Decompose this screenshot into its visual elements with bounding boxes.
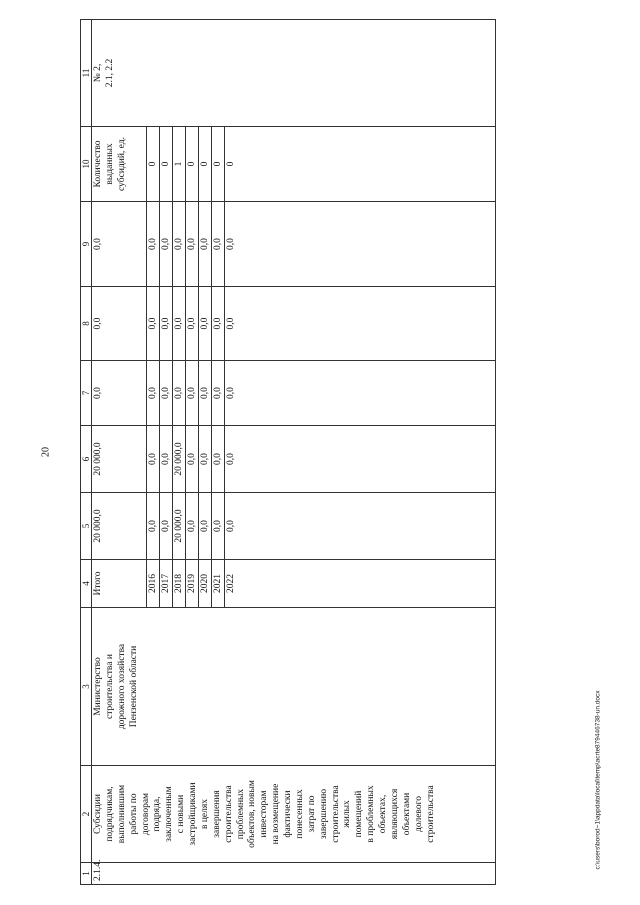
desc-line: Субсидии <box>93 794 103 834</box>
indicator-line: Количество <box>93 140 103 188</box>
year-c10: 0 <box>199 127 212 202</box>
col-num: 3 <box>81 608 92 766</box>
col-num: 7 <box>81 361 92 426</box>
year-c5: 20 000,0 <box>173 493 186 560</box>
desc-line: с новыми <box>176 794 187 834</box>
year-c6: 0,0 <box>199 426 212 493</box>
year-c7: 0,0 <box>199 361 212 426</box>
desc-line: завершению <box>318 788 329 840</box>
year-c6: 0,0 <box>147 426 160 493</box>
executor-line: Министерство <box>93 657 103 716</box>
year-c9: 0,0 <box>160 202 173 287</box>
year-c10: 0 <box>186 127 199 202</box>
col-num: 11 <box>81 20 92 127</box>
desc-line: завершения <box>211 790 222 838</box>
desc-line: объектах, <box>378 794 388 834</box>
desc-line: жилых <box>342 800 353 828</box>
desc-line: в целях <box>199 798 210 830</box>
year-c7: 0,0 <box>225 361 496 426</box>
year-c8: 0,0 <box>186 287 199 361</box>
desc-line: инвесторам <box>259 790 270 838</box>
desc-line: строительства <box>425 785 436 843</box>
col-num: 10 <box>81 127 92 202</box>
indicator-name <box>92 127 147 202</box>
link-cell <box>92 20 496 127</box>
desc-line: строительства <box>330 785 341 843</box>
col-num: 9 <box>81 202 92 287</box>
desc-line: объектами <box>401 792 412 836</box>
year-c5: 0,0 <box>225 493 496 560</box>
col-num: 1 <box>81 863 92 885</box>
year-c10: 0 <box>212 127 225 202</box>
year-cell: 2018 <box>173 560 186 608</box>
column-number-row <box>81 20 92 885</box>
desc-line: помещений <box>354 790 365 838</box>
row-description <box>92 766 496 863</box>
year-c10: 0 <box>147 127 160 202</box>
year-c6: 0,0 <box>160 426 173 493</box>
year-c5: 0,0 <box>160 493 173 560</box>
year-cell: 2022 <box>225 560 496 608</box>
desc-line: заключенным <box>164 786 175 842</box>
year-c5: 0,0 <box>199 493 212 560</box>
year-c8: 0,0 <box>147 287 160 361</box>
row-executor <box>92 608 496 766</box>
year-c8: 0,0 <box>212 287 225 361</box>
program-table <box>80 19 496 885</box>
year-c8: 0,0 <box>225 287 496 361</box>
year-c5: 0,0 <box>186 493 199 560</box>
desc-line: застройщиками <box>188 782 198 846</box>
year-c9: 0,0 <box>173 202 186 287</box>
total-c7: 0,0 <box>92 361 147 426</box>
desc-line: договорам <box>140 792 151 836</box>
year-c5: 0,0 <box>147 493 160 560</box>
year-cell: 2017 <box>160 560 173 608</box>
year-c9: 0,0 <box>225 202 496 287</box>
executor-line: Пензенской области <box>128 645 139 728</box>
year-c10: 1 <box>173 127 186 202</box>
year-c7: 0,0 <box>173 361 186 426</box>
executor-line: дорожного хозяйства <box>116 643 127 730</box>
desc-line: затрат по <box>306 795 317 833</box>
col-num: 8 <box>81 287 92 361</box>
desc-line: в проблемных <box>366 785 377 843</box>
desc-line: выполнившим <box>116 784 127 844</box>
col-num: 2 <box>81 766 92 863</box>
link-line: 2.1, 2.2 <box>104 58 115 88</box>
year-cell: 2019 <box>186 560 199 608</box>
year-c6: 0,0 <box>186 426 199 493</box>
year-c7: 0,0 <box>186 361 199 426</box>
desc-line: подряда, <box>152 796 163 832</box>
year-cell: 2021 <box>212 560 225 608</box>
year-c5: 0,0 <box>212 493 225 560</box>
year-c9: 0,0 <box>186 202 199 287</box>
year-c7: 0,0 <box>147 361 160 426</box>
page-number: 20 <box>40 447 52 457</box>
desc-line: строительства <box>223 785 234 843</box>
year-c10: 0 <box>225 127 496 202</box>
year-cell: 2020 <box>199 560 212 608</box>
year-c6: 20 000,0 <box>173 426 186 493</box>
year-c6: 0,0 <box>212 426 225 493</box>
desc-line: понесенных <box>294 789 305 839</box>
desc-line: работы по <box>128 793 139 835</box>
year-c8: 0,0 <box>160 287 173 361</box>
desc-line: на возмещение <box>271 783 282 845</box>
desc-line: объектов, новым <box>247 780 258 848</box>
rotated-table-page <box>80 20 586 885</box>
indicator-line: выданных <box>104 143 115 185</box>
total-label: Итого <box>92 560 147 608</box>
total-c6: 20 000,0 <box>92 426 147 493</box>
desc-line: проблемных <box>235 788 246 840</box>
year-c8: 0,0 <box>199 287 212 361</box>
desc-line: являющихся <box>389 788 400 840</box>
year-c7: 0,0 <box>160 361 173 426</box>
row-id: 2.1.4. <box>92 863 496 885</box>
total-c5: 20 000,0 <box>92 493 147 560</box>
year-c10: 0 <box>160 127 173 202</box>
year-c8: 0,0 <box>173 287 186 361</box>
desc-line: фактически <box>283 790 293 838</box>
year-c6: 0,0 <box>225 426 496 493</box>
year-c9: 0,0 <box>147 202 160 287</box>
year-cell: 2016 <box>147 560 160 608</box>
year-c9: 0,0 <box>199 202 212 287</box>
col-num: 6 <box>81 426 92 493</box>
total-row <box>92 20 147 885</box>
col-num: 5 <box>81 493 92 560</box>
desc-line: подрядчикам, <box>104 786 115 842</box>
total-c8: 0,0 <box>92 287 147 361</box>
indicator-line: субсидий, ед. <box>116 137 127 191</box>
year-c9: 0,0 <box>212 202 225 287</box>
col-num: 4 <box>81 560 92 608</box>
executor-line: строительства и <box>104 654 115 719</box>
year-c7: 0,0 <box>212 361 225 426</box>
total-c9: 0,0 <box>92 202 147 287</box>
footer-file-path: c:\users\borod~1\appdata\local\temp\acrte879446738-un.docx <box>594 690 602 870</box>
desc-line: долевого <box>413 796 424 832</box>
link-line: № 2, <box>93 63 103 83</box>
